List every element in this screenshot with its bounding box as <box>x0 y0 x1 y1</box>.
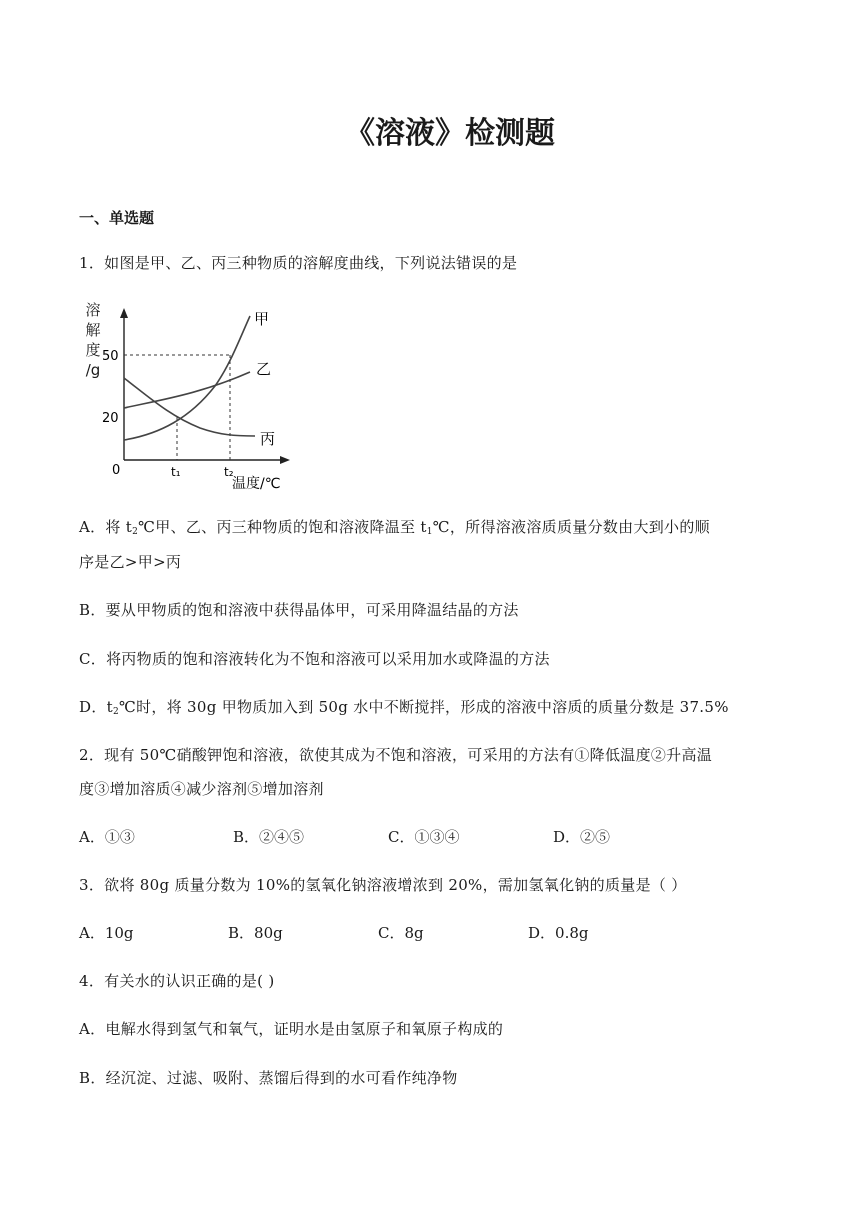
page-title: 《溶液》检测题 <box>345 116 555 151</box>
question-2-stem-line2: 度③增加溶质④减少溶剂⑤增加溶剂 <box>79 780 324 798</box>
text-fragment: D．t <box>79 698 113 716</box>
question-4-option-a: A．电解水得到氢气和氧气，证明水是由氢原子和氧原子构成的 <box>79 1020 504 1038</box>
question-1-option-c: C．将丙物质的饱和溶液转化为不饱和溶液可以采用加水或降温的方法 <box>79 650 550 668</box>
question-3-option-d: D．0.8g <box>528 924 589 942</box>
question-1-option-a-line2: 序是乙>甲>丙 <box>79 553 182 571</box>
text-fragment: ℃，所得溶液溶质质量分数由大到小的顺 <box>432 518 710 536</box>
question-2-option-d: D．②⑤ <box>553 828 611 846</box>
question-3-option-b: B．80g <box>228 924 283 942</box>
x-axis-label: 温度/℃ <box>232 476 281 492</box>
solubility-chart <box>80 298 300 498</box>
curve-yi <box>124 372 250 408</box>
subscript: 2 <box>112 707 119 717</box>
question-4-stem: 4．有关水的认识正确的是( ) <box>79 972 275 990</box>
question-2-option-c: C．①③④ <box>388 828 460 846</box>
question-2-stem-line1: 2．现有 50℃硝酸钾饱和溶液，欲使其成为不饱和溶液，可采用的方法有①降低温度②升高温 <box>79 746 713 764</box>
series-label-jia: 甲 <box>254 310 270 328</box>
y-axis-label-char: 解 <box>85 321 101 339</box>
question-1-option-a-line1 <box>79 516 710 537</box>
y-axis-label-char: 度 <box>85 341 101 359</box>
question-3-stem: 3．欲将 80g 质量分数为 10%的氢氧化钠溶液增浓到 20%，需加氢氧化钠的质量是（ ） <box>79 876 687 894</box>
y-axis-arrow <box>120 308 128 318</box>
y-tick-20: 20 <box>102 411 119 426</box>
series-label-yi: 乙 <box>256 360 272 378</box>
question-1-stem: 1．如图是甲、乙、丙三种物质的溶解度曲线，下列说法错误的是 <box>79 254 518 272</box>
text-fragment: ℃时，将 30g 甲物质加入到 50g 水中不断搅拌，形成的溶液中溶质的质量分数是 37.5% <box>119 698 729 716</box>
x-tick-t2: t₂ <box>224 465 234 479</box>
question-2-option-a: A．①③ <box>79 828 135 846</box>
question-1-option-b: B．要从甲物质的饱和溶液中获得晶体甲，可采用降温结晶的方法 <box>79 601 519 619</box>
text-fragment: A．将 t <box>79 518 133 536</box>
x-axis-arrow <box>280 456 290 464</box>
y-axis-label-char: 溶 <box>85 301 101 319</box>
question-1-option-d <box>79 696 729 717</box>
subscript: 2 <box>132 527 139 537</box>
question-2-option-b: B．②④⑤ <box>233 828 305 846</box>
y-axis-label-char: /g <box>85 361 101 379</box>
y-axis-label <box>84 300 102 380</box>
section-heading: 一、单选题 <box>79 209 155 227</box>
y-tick-50: 50 <box>102 349 119 364</box>
subscript: 1 <box>426 527 433 537</box>
question-3-option-c: C．8g <box>378 924 424 942</box>
curve-bing <box>124 378 255 436</box>
origin-label: 0 <box>112 463 121 478</box>
x-tick-t1: t₁ <box>171 465 181 479</box>
question-3-option-a: A．10g <box>79 924 134 942</box>
solubility-curve-figure <box>80 298 300 498</box>
text-fragment: ℃甲、乙、丙三种物质的饱和溶液降温至 t <box>138 518 427 536</box>
question-4-option-b: B．经沉淀、过滤、吸附、蒸馏后得到的水可看作纯净物 <box>79 1069 458 1087</box>
series-label-bing: 丙 <box>260 430 276 448</box>
